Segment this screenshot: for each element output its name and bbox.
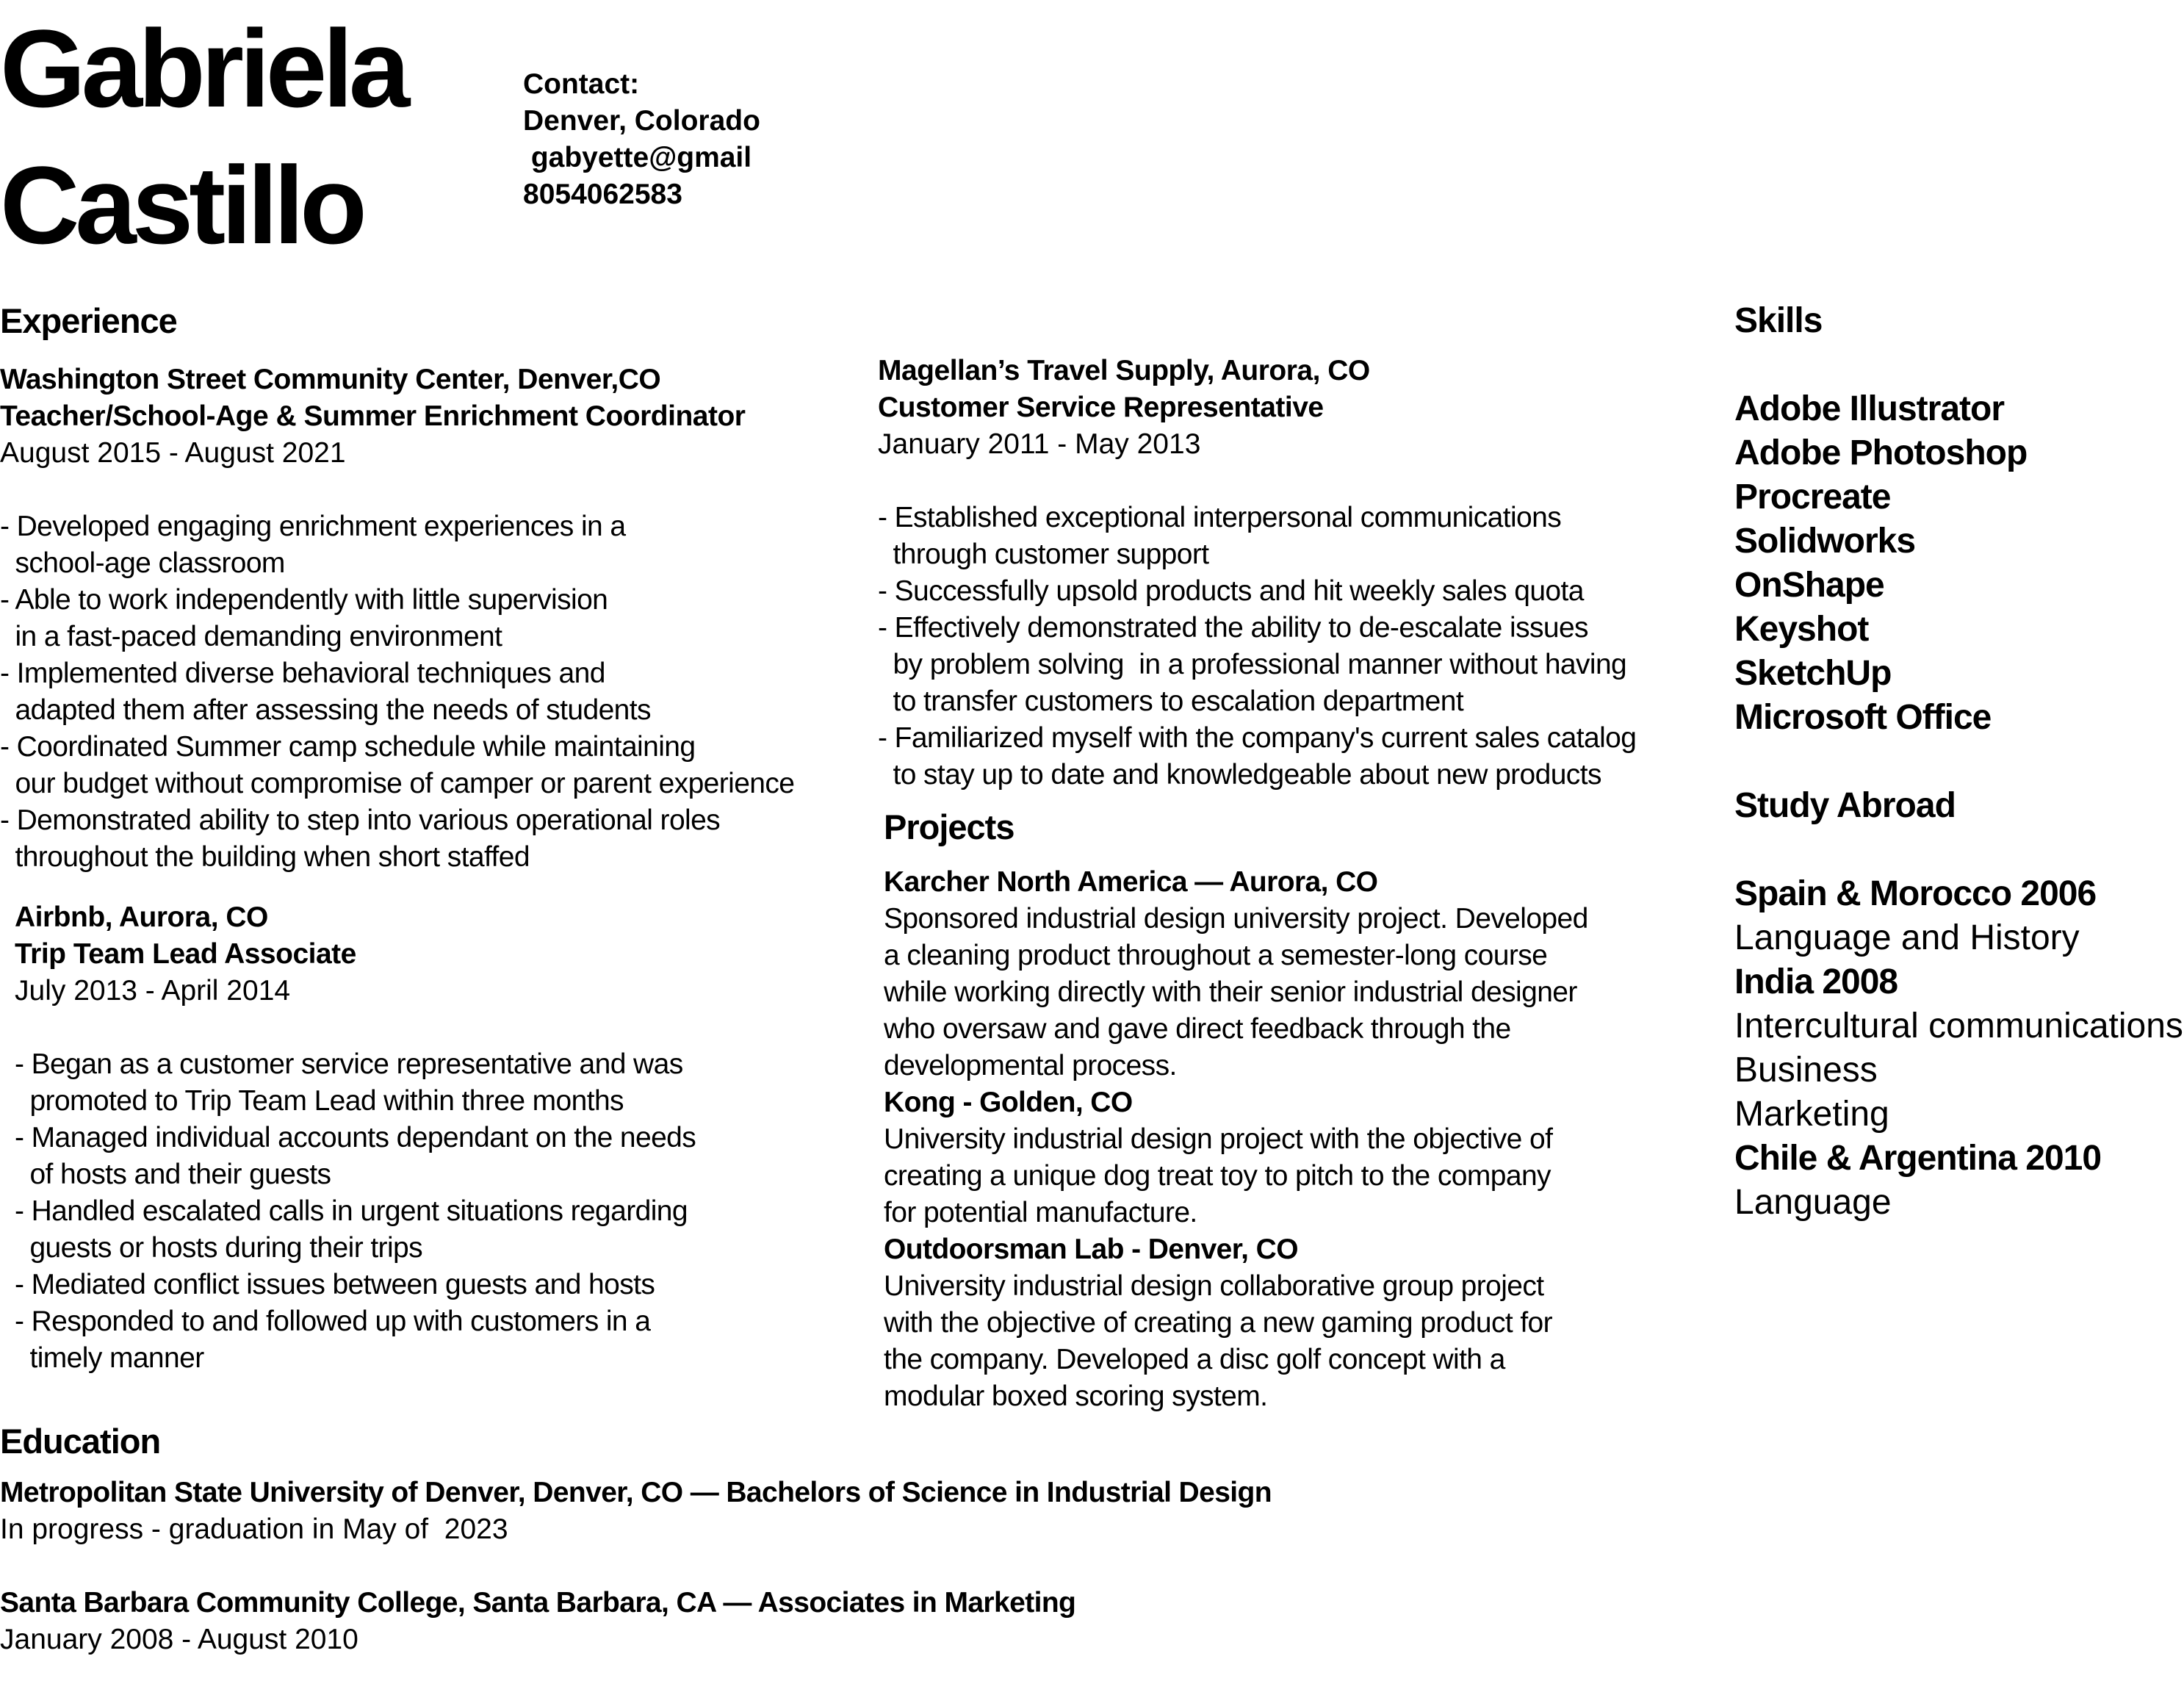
last-name: Castillo [0,143,363,267]
spacer [1734,828,2183,872]
job-title: Trip Team Lead Associate [15,938,356,970]
bullet-line: - Familiarized myself with the company's current sales catalog [878,722,1637,754]
skills-heading: Skills [1734,301,1823,340]
skill-item: SketchUp [1734,654,1892,693]
study-abroad-title: India 2008 [1734,962,1898,1001]
project-line: University industrial design project with the objective of [884,1123,1553,1155]
bullet-line: in a fast-paced demanding environment [0,621,502,652]
study-abroad-heading: Study Abroad [1734,786,1956,825]
right-column [1734,299,2183,1225]
bullet-line: - Developed engaging enrichment experiences in a [0,511,626,542]
job-dates: August 2015 - August 2021 [0,437,346,469]
job-title: Customer Service Representative [878,392,1324,423]
contact-label: Contact: [523,68,640,100]
study-abroad-title: Chile & Argentina 2010 [1734,1139,2102,1178]
spacer [0,1548,1272,1585]
bullet-line: by problem solving in a professional manner without having [878,649,1627,680]
bullet-line: - Began as a customer service representative and was [15,1048,683,1080]
job-magellans [878,353,1636,793]
job-org: Washington Street Community Center, Denver,CO [0,364,661,395]
skill-item: OnShape [1734,566,1884,605]
skill-item: Adobe Illustrator [1734,389,2005,428]
projects-heading: Projects [884,807,1014,846]
bullet-line: - Effectively demonstrated the ability to de-escalate issues [878,612,1588,644]
contact-location: Denver, Colorado [523,105,760,137]
job-bullets [878,500,1636,793]
project-line: Sponsored industrial design university project. Developed [884,903,1588,935]
bullet-line: - Managed individual accounts dependant on the needs [15,1122,696,1153]
project-line: who oversaw and gave direct feedback through the [884,1013,1511,1045]
bullet-line: - Implemented diverse behavioral techniques and [0,658,605,689]
bullet-line: - Demonstrated ability to step into various operational roles [0,804,721,836]
education-title: Santa Barbara Community College, Santa Barbara, CA — Associates in Marketing [0,1587,1076,1619]
bullet-line: - Established exceptional interpersonal communications [878,502,1562,533]
bullet-line: school-age classroom [0,547,285,579]
bullet-line: our budget without compromise of camper or parent experience [0,768,795,799]
bullet-line: - Successfully upsold products and hit weekly sales quota [878,575,1584,607]
job-title: Teacher/School-Age & Summer Enrichment Coordinator [0,400,746,432]
project-line: while working directly with their senior industrial designer [884,976,1577,1008]
project-line: the company. Developed a disc golf concept with a [884,1344,1505,1375]
bullet-line: - Coordinated Summer camp schedule while maintaining [0,731,696,763]
spacer [1734,343,2183,387]
study-abroad-topic: Marketing [1734,1095,1889,1134]
bullet-line: guests or hosts during their trips [15,1232,423,1264]
project-title: Outdoorsman Lab - Denver, CO [884,1234,1298,1265]
experience-heading: Experience [0,301,177,340]
job-org: Magellan’s Travel Supply, Aurora, CO [878,355,1370,386]
skill-item: Solidworks [1734,522,1916,561]
education-title: Metropolitan State University of Denver, Denver, CO — Bachelors of Science in Industrial Design [0,1477,1272,1508]
bullet-line: through customer support [878,539,1209,570]
bullet-line: throughout the building when short staffed [0,841,530,873]
skill-item: Adobe Photoshop [1734,433,2028,472]
education-detail: January 2008 - August 2010 [0,1624,358,1655]
bullet-line: adapted them after assessing the needs of students [0,694,651,726]
skill-item: Microsoft Office [1734,698,1992,737]
project-line: creating a unique dog treat toy to pitch to the company [884,1160,1551,1192]
study-abroad-topic: Business [1734,1051,1878,1090]
skill-item: Keyshot [1734,610,1869,649]
project-line: modular boxed scoring system. [884,1380,1268,1412]
bullet-line: - Mediated conflict issues between guests and hosts [15,1269,655,1300]
project-title: Kong - Golden, CO [884,1087,1133,1118]
job-bullets [0,508,794,876]
project-line: University industrial design collaborative group project [884,1270,1544,1302]
project-line: developmental process. [884,1050,1177,1081]
bullet-line: promoted to Trip Team Lead within three months [15,1085,624,1117]
spacer [1734,740,2183,784]
contact-block [523,66,760,213]
education-heading: Education [0,1422,161,1461]
projects-list [884,864,1588,1415]
name-block [0,0,406,273]
bullet-line: - Responded to and followed up with customers in a [15,1306,651,1337]
job-dates: January 2011 - May 2013 [878,428,1201,460]
bullet-line: - Handled escalated calls in urgent situations regarding [15,1195,688,1227]
education-list [0,1475,1272,1658]
bullet-line: timely manner [15,1342,204,1374]
job-airbnb [15,899,696,1377]
bullet-line: to transfer customers to escalation department [878,685,1464,717]
skill-item: Procreate [1734,478,1891,516]
study-abroad-title: Spain & Morocco 2006 [1734,874,2097,913]
bullet-line: of hosts and their guests [15,1159,331,1190]
job-bullets [15,1046,696,1377]
contact-phone[interactable]: 8054062583 [523,179,682,210]
job-dates: July 2013 - April 2014 [15,975,291,1007]
project-line: for potential manufacture. [884,1197,1197,1228]
project-line: with the objective of creating a new gaming product for [884,1307,1553,1339]
study-abroad-topic: Language and History [1734,918,2080,957]
contact-email[interactable]: gabyette@gmail [523,142,752,173]
bullet-line: - Able to work independently with little supervision [0,584,608,616]
project-title: Karcher North America — Aurora, CO [884,866,1378,898]
project-line: a cleaning product throughout a semester-long course [884,940,1548,971]
bullet-line: to stay up to date and knowledgeable about new products [878,759,1601,791]
study-abroad-topic: Language [1734,1183,1892,1222]
study-abroad-topic: Intercultural communications [1734,1007,2183,1045]
job-org: Airbnb, Aurora, CO [15,901,268,933]
education-detail: In progress - graduation in May of 2023 [0,1513,508,1545]
job-washington [0,361,794,876]
first-name: Gabriela [0,7,406,130]
